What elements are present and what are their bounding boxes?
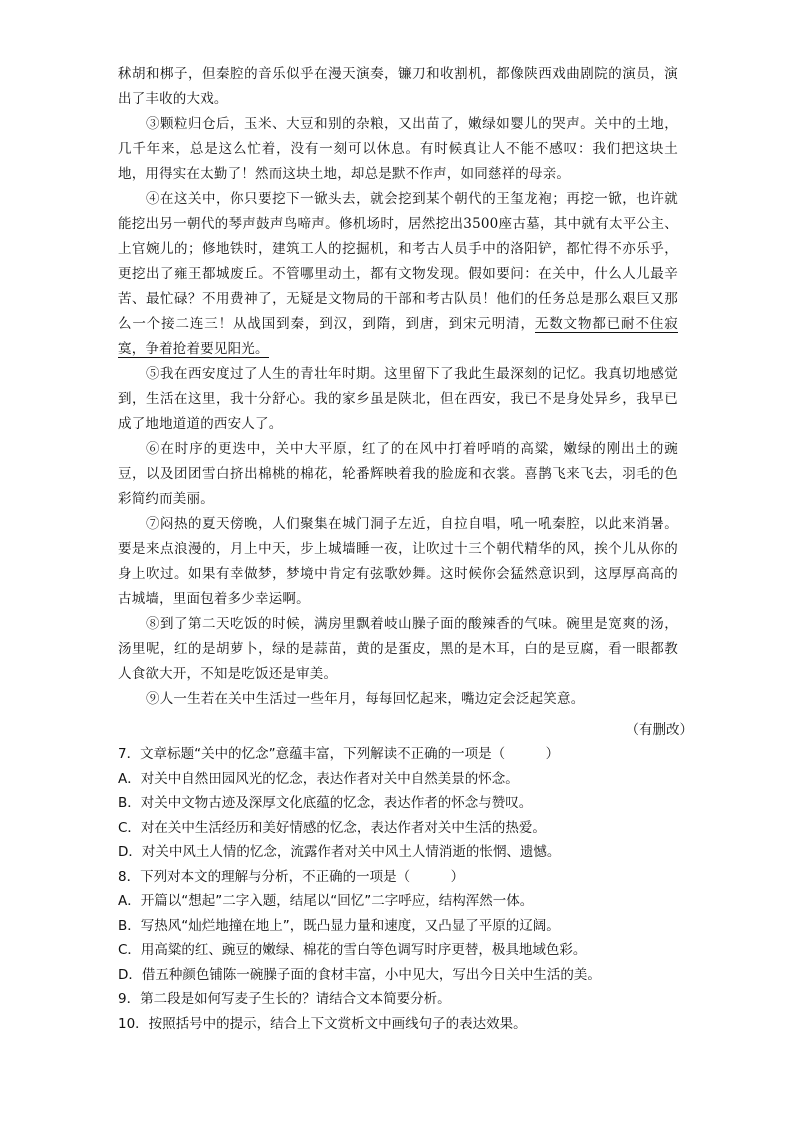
question-8-option-a: A．开篇以“想起”二字入题，结尾以“回忆”二字呼应，结构浑然一体。 [118,893,534,909]
question-7-option-a: A．对关中自然田园风光的忆念，表达作者对关中自然美景的怀念。 [118,770,519,787]
paragraph-2-continuation: 秫胡和梆子，但秦腔的音乐似乎在漫天演奏，镰刀和收割机，都像陕西戏曲剧院的演员，演出了丰收的大戏。 [118,66,678,107]
question-7-option-b: B．对关中文物古迹及深厚文化底蕴的忆念，表达作者的怀念与赞叹。 [118,795,533,811]
paragraph-6: ⑥在时序的更迭中，关中大平原，红了的在风中打着呼哨的高粱，嫩绿的刚出土的豌豆，以及团团雪白挤出棉桃的棉花，轮番辉映着我的脸庞和衣裳。喜鹊飞来飞去，羽毛的色彩简约而美丽。 [118,441,678,507]
source-note: （有删改） [625,722,693,738]
paragraph-5: ⑤我在西安度过了人生的青壮年时期。这里留下了我此生最深刻的记忆。我真切地感觉到，生活在这里，我十分舒心。我的家乡虽是陕北，但在西安，我已不是身处异乡，我早已成了地地道道的西安人了。 [118,366,678,432]
question-7-option-d: D．对关中风土人情的忆念，流露作者对关中风土人情消逝的怅惘、遗憾。 [118,844,561,860]
question-7-option-c: C．对在关中生活经历和美好情感的忆念，表达作者对关中生活的热爱。 [118,819,546,836]
question-9: 9．第二段是如何写麦子生长的？请结合文本简要分析。 [118,991,451,1007]
question-8: 8．下列对本文的理解与分析，不正确的一项是（ ） [118,868,465,885]
paragraph-7: ⑦闷热的夏天傍晚，人们聚集在城门洞子左近，自拉自唱，吼一吼秦腔，以此来消暑。要是来点浪漫的，月上中天，步上城墙睡一夜，让吹过十三个朝代精华的风，挨个儿从你的身上吹过。如果有幸做梦，梦境中肯定有弦歌妙舞。这时候你会猛然意识到，这厚厚高高的古城墙，里面包着多少幸运啊。 [118,516,678,607]
questions-section [118,742,698,1036]
question-8-option-d: D．借五种颜色铺陈一碗臊子面的食材丰富，小中见大，写出今日关中生活的美。 [118,966,601,983]
paragraph-4 [118,187,678,362]
article-body [118,62,678,712]
question-10: 10．按照括号中的提示，结合上下文赏析文中画线句子的表达效果。 [118,1015,527,1032]
paragraph-8: ⑧到了第二天吃饭的时候，满房里飘着岐山臊子面的酸辣香的气味。碗里是宽爽的汤，汤里呢，红的是胡萝卜，绿的是蒜苗，黄的是蛋皮，黑的是木耳，白的是豆腐，看一眼都教人食欲大开，不知是吃饭还是审美。 [118,616,678,682]
question-8-option-b: B．写热风“灿烂地撞在地上”，既凸显力量和速度，又凸显了平原的辽阔。 [118,917,560,934]
underlined-sentence: 无数文物都已耐不住寂寞，争着抢着要见阳光。 [118,316,678,357]
paragraph-4-text: ④在这关中，你只要挖下一锨头去，就会挖到某个朝代的王玺龙袍；再挖一锨，也许就能挖出另一朝代的琴声鼓声鸟啼声。修机场时，居然挖出3500座古墓，其中就有太平公主、上官婉儿的；修地铁时，建筑工人的挖掘机，和考古人员手中的洛阳铲，都忙得不亦乐乎，更挖出了雍王都城废丘。不管哪里动土，都有文物发现。假如要问：在关中，什么人儿最辛苦、最忙碌？不用费神了，无疑是文物局的干部和考古队员！他们的任务总是那么艰巨又那么一个接二连三！从战国到秦，到汉，到隋，到唐，到宋元明清， [118,191,678,332]
question-7: 7．文章标题“关中的忆念”意蕴丰富，下列解读不正确的一项是（ ） [118,746,560,762]
paragraph-3: ③颗粒归仓后，玉米、大豆和别的杂粮，又出苗了，嫩绿如婴儿的哭声。关中的土地，几千年来，总是这么忙着，没有一刻可以休息。有时候真让人不能不感叹：我们把这块土地，用得实在太勤了！然而这块土地，却总是默不作声，如同慈祥的母亲。 [118,116,678,182]
paragraph-9: ⑨人一生若在关中生活过一些年月，每每回忆起来，嘴边定会泛起笑意。 [146,691,585,707]
question-8-option-c: C．用高粱的红、豌豆的嫩绿、棉花的雪白等色调写时序更替，极具地域色彩。 [118,942,587,958]
